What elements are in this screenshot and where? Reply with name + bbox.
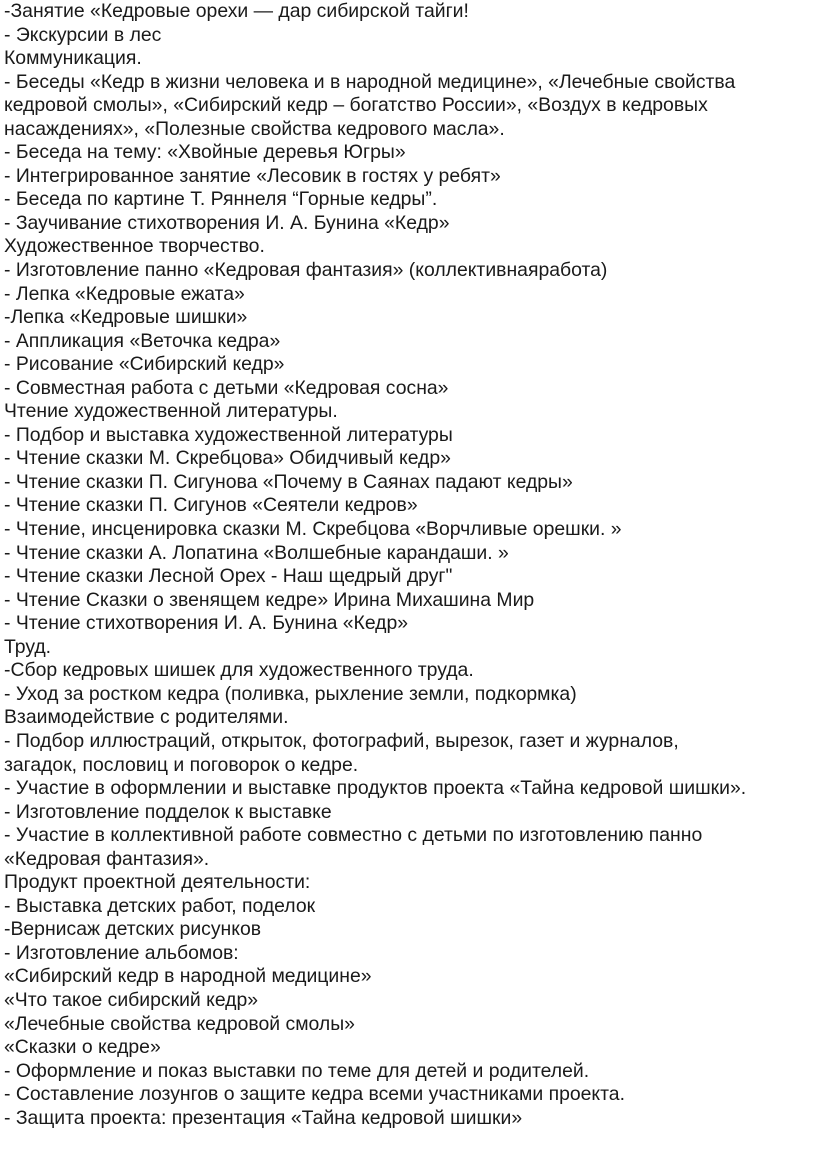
text-line: - Чтение стихотворения И. А. Бунина «Кедр» bbox=[4, 612, 409, 635]
text-line: - Заучивание стихотворения И. А. Бунина «Кедр» bbox=[4, 211, 450, 234]
text-line: «Кедровая фантазия». bbox=[4, 847, 210, 870]
text-line: - Подбор иллюстраций, открыток, фотографий, вырезок, газет и журналов, bbox=[4, 729, 679, 752]
text-line: - Беседа по картине Т. Ряннеля “Горные кедры”. bbox=[4, 188, 438, 211]
section-heading: Чтение художественной литературы. bbox=[4, 400, 338, 423]
text-line: - Чтение, инсценировка сказки М. Скребцова «Ворчливые орешки. » bbox=[4, 518, 622, 541]
text-line: - Беседа на тему: «Хвойные деревья Югры» bbox=[4, 141, 406, 164]
album-title: «Сказки о кедре» bbox=[4, 1036, 161, 1059]
text-line: - Чтение сказки М. Скребцова» Обидчивый кедр» bbox=[4, 447, 451, 470]
text-line: - Чтение сказки А. Лопатина «Волшебные карандаши. » bbox=[4, 541, 509, 564]
text-line: - Чтение сказки Лесной Орех - Наш щедрый друг" bbox=[4, 565, 453, 588]
section-heading: Художественное творчество. bbox=[4, 235, 265, 258]
text-line: - Чтение Сказки о звенящем кедре» Ирина Михашина Мир bbox=[4, 588, 535, 611]
text-line: - Участие в оформлении и выставке продуктов проекта «Тайна кедровой шишки». bbox=[4, 777, 747, 800]
text-line: - Интегрированное занятие «Лесовик в гостях у ребят» bbox=[4, 164, 501, 187]
document-text bbox=[4, 0, 810, 1130]
text-line: - Рисование «Сибирский кедр» bbox=[4, 353, 285, 376]
album-title: «Лечебные свойства кедровой смолы» bbox=[4, 1012, 355, 1035]
text-line: - Совместная работа с детьми «Кедровая сосна» bbox=[4, 376, 449, 399]
text-line: - Лепка «Кедровые ежата» bbox=[4, 282, 245, 305]
text-line: - Оформление и показ выставки по теме для детей и родителей. bbox=[4, 1059, 590, 1082]
text-line: загадок, пословиц и поговорок о кедре. bbox=[4, 753, 359, 776]
album-title: «Сибирский кедр в народной медицине» bbox=[4, 965, 372, 988]
section-heading: Труд. bbox=[4, 635, 52, 658]
text-line: - Изготовление панно «Кедровая фантазия» (коллективнаяработа) bbox=[4, 259, 608, 282]
text-line: - Защита проекта: презентация «Тайна кедровой шишки» bbox=[4, 1106, 523, 1129]
album-title: «Что такое сибирский кедр» bbox=[4, 988, 259, 1011]
text-line: -Занятие «Кедровые орехи — дар сибирской тайги! bbox=[4, 0, 469, 22]
text-line: - Аппликация «Веточка кедра» bbox=[4, 329, 281, 352]
text-line: - Участие в коллективной работе совместно с детьми по изготовлению панно bbox=[4, 824, 703, 847]
text-line: - Подбор и выставка художественной литературы bbox=[4, 423, 453, 446]
text-line: - Экскурсии в лес bbox=[4, 23, 162, 46]
text-line: кедровой смолы», «Сибирский кедр – богатство России», «Воздух в кедровых bbox=[4, 94, 708, 117]
section-heading: Продукт проектной деятельности: bbox=[4, 871, 311, 894]
text-line: - Изготовление подделок к выставке bbox=[4, 800, 332, 823]
section-heading: Взаимодействие с родителями. bbox=[4, 706, 289, 729]
text-line: -Сбор кедровых шишек для художественного труда. bbox=[4, 659, 474, 682]
text-line: - Беседы «Кедр в жизни человека и в народной медицине», «Лечебные свойства bbox=[4, 70, 736, 93]
text-line: - Составление лозунгов о защите кедра всеми участниками проекта. bbox=[4, 1083, 625, 1106]
text-line: -Вернисаж детских рисунков bbox=[4, 918, 262, 941]
text-line: - Уход за ростком кедра (поливка, рыхление земли, подкормка) bbox=[4, 682, 577, 705]
text-line: - Чтение сказки П. Сигунов «Сеятели кедров» bbox=[4, 494, 418, 517]
text-line: - Изготовление альбомов: bbox=[4, 941, 239, 964]
text-line: - Чтение сказки П. Сигунова «Почему в Саянах падают кедры» bbox=[4, 470, 573, 493]
text-line: - Выставка детских работ, поделок bbox=[4, 894, 316, 917]
text-line: -Лепка «Кедровые шишки» bbox=[4, 306, 248, 329]
text-line: насаждениях», «Полезные свойства кедрового масла». bbox=[4, 117, 505, 140]
section-heading: Коммуникация. bbox=[4, 47, 142, 70]
